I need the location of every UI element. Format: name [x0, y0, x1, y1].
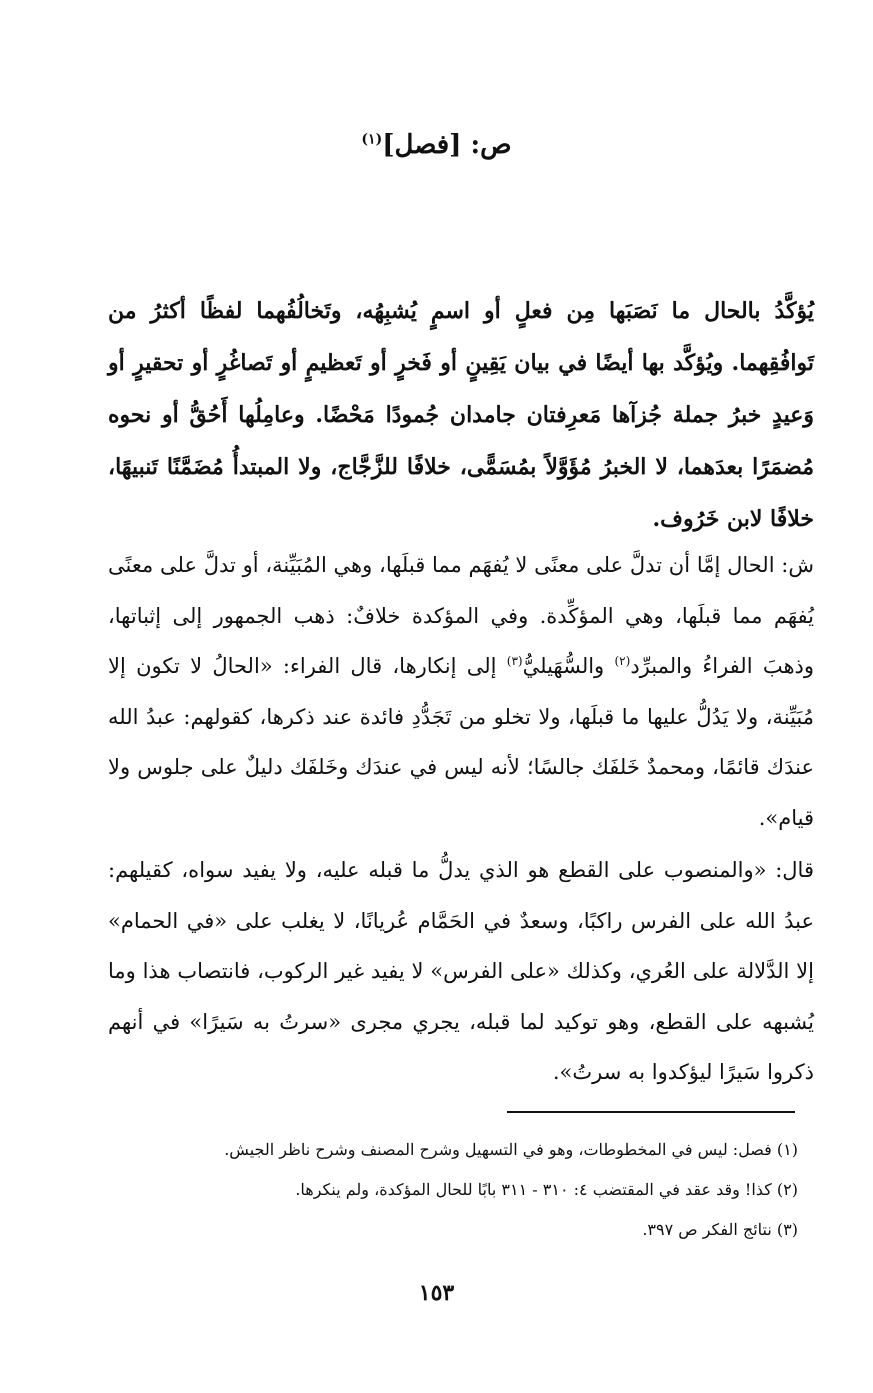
- matn-text: يُؤكَّدُ بالحال ما نَصَبَها مِن فعلٍ أو اسمٍ يُشبِهُه، وتَخالُفُهما لفظًا أكثرُ من تَوافُقِهما. ويُؤكَّد بها أيضًا في بيان يَقِينٍ أو فَخرٍ أو تَعظيمٍ أو تَصاغُرٍ أو تحقيرٍ أو وَعيدٍ خبرُ جملة جُزآها مَعرِفتان جامدان جُمودًا مَحْضًا. وعامِلُها أَحُقُّ أو نحوه مُضمَرًا بعدَهما، لا الخبرُ مُؤَوَّلاً بمُسَمًّى، خلافًا للزَّجَّاج، ولا المبتدأُ مُضَمَّنًا تَنبيهًا، خلافًا لابن خَرُوف.: [108, 298, 814, 532]
- footnote-2: (٢) كذا! وقد عقد في المقتضب ٤: ٣١٠ - ٣١١ بابًا للحال المؤكدة، ولم ينكرها.: [295, 1180, 798, 1199]
- heading-footnote-ref: (١): [361, 131, 383, 148]
- footnotes: [108, 1130, 798, 1250]
- footnote-divider: [507, 1111, 795, 1113]
- footnote-ref-2: (٢): [614, 654, 631, 668]
- sharh-1-part-b: والسُّهَيليُّ: [522, 654, 615, 678]
- sharh-paragraph-1: [108, 540, 814, 843]
- heading-title: [فصل]: [382, 130, 462, 160]
- footnote-1: (١) فصل: ليس في المخطوطات، وهو في التسهيل وشرح المصنف وشرح ناظر الجيش.: [224, 1140, 798, 1159]
- sharh-paragraph-2: قال: «والمنصوب على القطع هو الذي يدلُّ ما قبله عليه، ولا يفيد سواه، كقيلهم: عبدُ الله على الفرس راكبًا، وسعدٌ في الحَمَّام عُريانًا، لا يغلب على «في الحمام» إلا الدَّلالة على العُري، وكذلك «على الفرس» لا يفيد غير الركوب، فانتصاب هذا وما يُشبهه على القطع، وهو توكيد لما قبله، يجري مجرى «سرتُ به سَيرًا» في أنهم ذكروا سَيرًا ليؤكدوا به سرتُ».: [108, 858, 814, 1084]
- heading-prefix: ص:: [461, 130, 512, 160]
- page-number: ١٥٣: [418, 1280, 455, 1306]
- section-heading: [0, 130, 873, 160]
- sharh-1-part-c: إلى إنكارها، قال الفراء: «الحالُ لا تكون إلا مُبَيِّنة، ولا يَدُلُّ عليها ما قبلَها، ولا تخلو من تَجَدُّدِ فائدة عند ذكرها، كقولهم: عبدُ الله عندَك قائمًا، ومحمدٌ خَلفَك جالسًا؛ لأنه ليس في عندَك وخَلفَك دليلٌ على جلوس ولا قيام».: [108, 654, 814, 830]
- footnote-ref-3: (٣): [506, 654, 523, 668]
- footnote-3: (٣) نتائج الفكر ص ٣٩٧.: [642, 1220, 798, 1239]
- sharh-1-part-a: ش: الحال إمَّا أن تدلَّ على معنًى لا يُفهَم مما قبلَها، وهي المُبَيِّنة، أو تدلَّ على معنًى يُفهَم مما قبلَها، وهي المؤكِّدة. وفي المؤكدة خلافٌ: ذهب الجمهور إلى إثباتها، وذهبَ الفراءُ والمبرِّد: [108, 553, 815, 678]
